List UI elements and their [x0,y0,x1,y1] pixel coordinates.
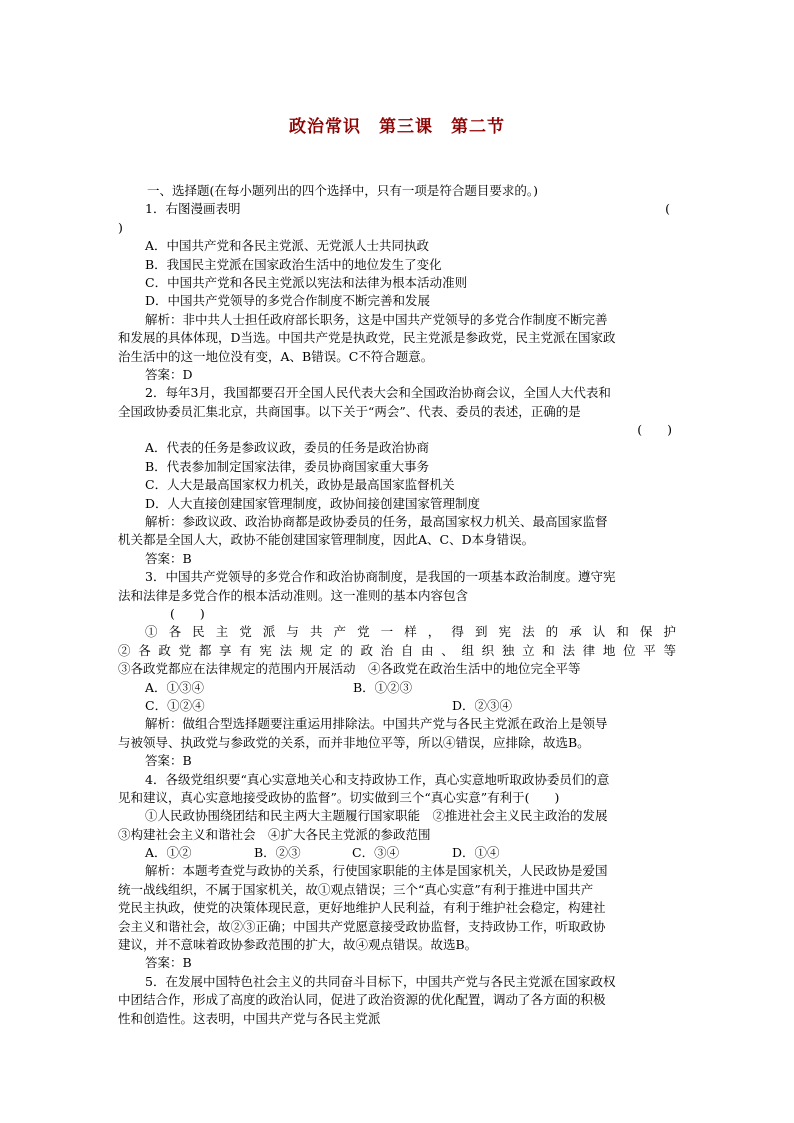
q4-option-d: D．①④ [452,845,500,861]
q1-option-c: C．中国共产党和各民主党派以宪法和法律为根本活动准则 [145,274,468,290]
q1-option-b: B．我国民主党派在国家政治生活中的地位发生了变化 [145,256,442,272]
q3-analysis-line: 与被领导、执政党与参政党的关系，而并非地位平等，所以④错误，应排除，故选B。 [118,734,590,750]
q1-option-a: A．中国共产党和各民主党派、无党派人士共同执政 [145,238,430,254]
q4-analysis-line: 建议，并不意味着政协参政范围的扩大，故④观点错误。故选B。 [118,937,478,953]
q4-options-row [118,844,676,862]
q4-option-b: B．②③ [254,845,301,861]
q3-stem-line: 3．中国共产党领导的多党合作和政治协商制度，是我国的一项基本政治制度。遵守宪 [145,569,616,585]
q2-option-b: B．代表参加制定国家法律，委员协商国家重大事务 [145,458,430,474]
q3-analysis-line: 解析：做组合型选择题要注重运用排除法。中国共产党与各民主党派在政治上是领导 [145,716,608,732]
q1-stem-line [118,200,676,218]
q1-option-d: D．中国共产党领导的多党合作制度不断完善和发展 [145,293,431,309]
q2-stem-line: 2．每年3月，我国都要召开全国人民代表大会和全国政治协商会议，全国人大代表和 [145,385,611,401]
q4-option-c: C．③④ [352,845,400,861]
q5-stem-line: 性和创造性。这表明，中国共产党与各民主党派 [118,1010,381,1026]
q1-analysis-line: 和发展的具体体现，D当选。中国共产党是执政党，民主党派是参政党，民主党派在国家政 [118,330,616,346]
q3-item: ②各政党都享有宪法规定的政治自由、组织独立和法律地位平等 [118,642,676,658]
q1-analysis-line: 治生活中的这一地位没有变，A、B错误。C不符合题意。 [118,348,434,364]
q2-analysis-line: 解析：参政议政、政治协商都是政协委员的任务，最高国家权力机关、最高国家监督 [145,514,608,530]
q3-item: ③各政党都应在法律规定的范围内开展活动 ④各政党在政治生活中的地位完全平等 [118,661,581,677]
q5-stem-line: 5．在发展中国特色社会主义的共同奋斗目标下，中国共产党与各民主党派在国家政权 [145,973,616,989]
q4-stem-line: 见和建议，真心实意地接受政协的监督”。切实做到三个“真心实意”有利于( ) [118,789,560,805]
q2-analysis-line: 机关都是全国人大，政协不能创建国家管理制度，因此A、C、D本身错误。 [118,532,535,548]
q2-answer: 答案：B [145,550,192,566]
q4-analysis-line: 党民主执政，使党的决策体现民意，更好地维护人民利益，有利于维护社会稳定，构建社 [118,900,606,916]
q3-options-row-1 [118,679,676,697]
q3-option-c: C．①②④ [145,697,205,713]
q4-analysis-line: 会主义和谐社会，故②③正确；中国共产党愿意接受政协监督，支持政协工作，听取政协 [118,918,606,934]
q2-stem-line: 全国政协委员汇集北京，共商国事。以下关于“两会”、代表、委员的表述，正确的是 [118,403,581,419]
q3-option-d: D．②③④ [452,697,513,713]
q4-analysis-line: 统一战线组织，不属于国家机关，故①观点错误；三个“真心实意”有利于推进中国共产 [118,881,594,897]
q1-analysis-line: 解析：非中共人士担任政府部长职务，这是中国共产党领导的多党合作制度不断完善 [145,311,608,327]
q4-stem-line: 4．各级党组织要“真心实意地关心和支持政协工作，真心实意地听取政协委员们的意 [145,771,610,787]
q1-stem: 1．右图漫画表明 [145,201,241,217]
q3-paren: ( ) [170,605,205,621]
q3-options-row-2 [118,697,676,715]
q1-paren-open: ( [665,201,670,217]
document-body [118,182,676,1028]
q2-option-d: D．人大直接创建国家管理制度，政协间接创建国家管理制度 [145,495,481,511]
q3-item: ①各民主党派与共产党一样，得到宪法的承认和保护 [145,624,676,640]
q3-answer: 答案：B [145,753,192,769]
q4-item: ①人民政协围绕团结和民主两大主题履行国家职能 ②推进社会主义民主政治的发展 [145,808,608,824]
q4-analysis-line: 解析：本题考查党与政协的关系，行使国家职能的主体是国家机关，人民政协是爱国 [145,863,608,879]
q1-answer: 答案：D [145,366,193,382]
q2-option-c: C．人大是最高国家权力机关，政协是最高国家监督机关 [145,477,455,493]
q4-answer: 答案：B [145,955,192,971]
q4-item: ③构建社会主义和谐社会 ④扩大各民主党派的参政范围 [118,826,431,842]
section-heading: 一、选择题(在每小题列出的四个选择中，只有一项是符合题目要求的。) [147,183,539,198]
q5-stem-line: 中团结合作，形成了高度的政治认同，促进了政治资源的优化配置，调动了各方面的积极 [118,992,606,1008]
q2-paren: ( ) [637,422,672,438]
page-title: 政治常识 第三课 第二节 [289,117,505,137]
q3-option-b: B．①②③ [353,679,413,695]
q3-stem-line: 法和法律是多党合作的根本活动准则。这一准则的基本内容包含 [118,587,469,603]
q2-option-a: A．代表的任务是参政议政，委员的任务是政治协商 [145,440,430,456]
q1-paren-close: ) [118,219,123,235]
q3-option-a: A．①③④ [145,679,205,695]
q4-option-a: A．①② [145,845,192,861]
